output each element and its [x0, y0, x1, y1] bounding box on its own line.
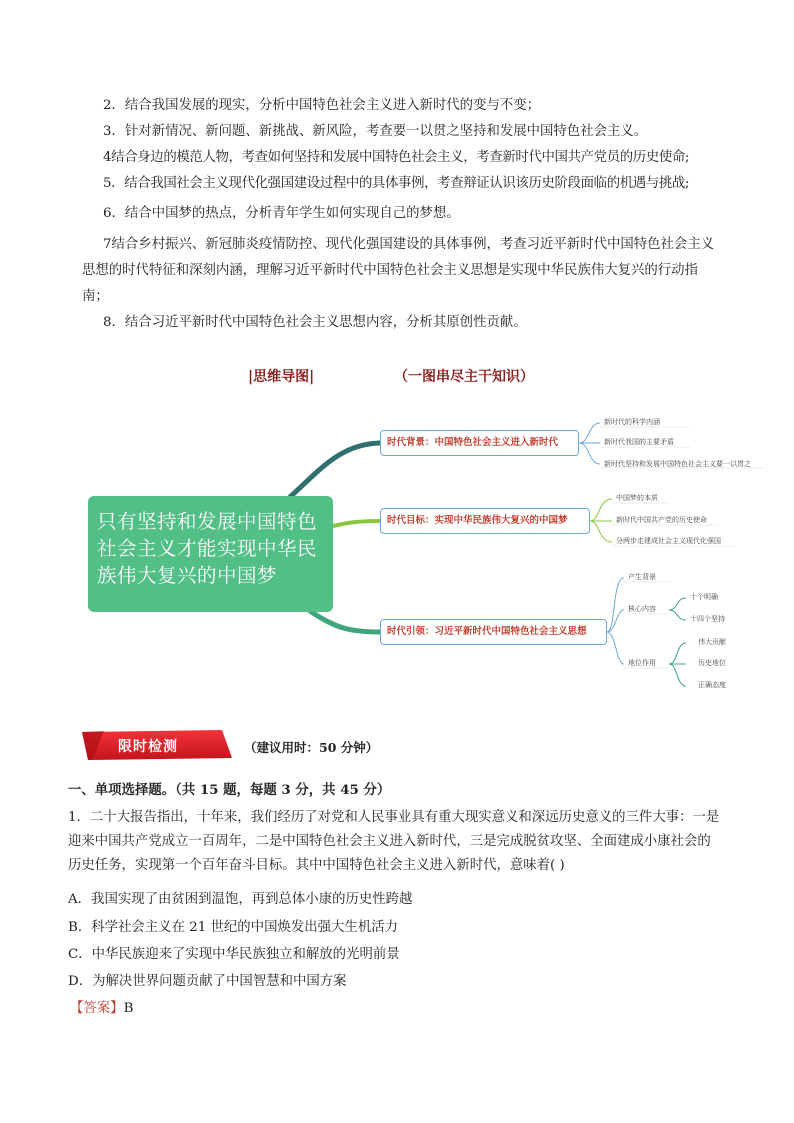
- answer: [70, 997, 133, 1016]
- mindmap-subleaf: 历史地位: [698, 659, 726, 667]
- option-a: A．我国实现了由贫困到温饱，再到总体小康的历史性跨越: [68, 892, 413, 907]
- mindmap-leaf: 产生背景: [628, 573, 656, 581]
- mindmap-subheading: （一图串尽主干知识）: [394, 369, 534, 385]
- section-heading: 一、单项选择题。（共 15 题，每题 3 分，共 45 分）: [68, 782, 391, 798]
- point-8: 8．结合习近平新时代中国特色社会主义思想内容，分析其原创性贡献。: [103, 315, 527, 330]
- point-2: 2．结合我国发展的现实，分析中国特色社会主义进入新时代的变与不变；: [103, 98, 541, 113]
- mindmap-leaf: 新时代坚持和发展中国特色社会主义要一以贯之: [604, 460, 751, 468]
- point-4: 4结合身边的模范人物，考查如何坚持和发展中国特色社会主义，考查新时代中国共产党员的历史使命;: [103, 150, 690, 165]
- mindmap-leaf: 地位作用: [628, 659, 656, 667]
- mindmap-leaf: 中国梦的本质: [616, 494, 658, 502]
- mindmap-subleaf: 十个明确: [690, 593, 718, 601]
- mindmap-leaf: 新时代的科学内涵: [604, 418, 660, 426]
- mindmap-subleaf: 十四个坚持: [690, 615, 725, 623]
- mindmap-leaf: 新时代我国的主要矛盾: [604, 438, 674, 446]
- mindmap-branch-background: 时代背景：中国特色社会主义进入新时代: [380, 430, 579, 456]
- mindmap-subleaf: 正确态度: [698, 681, 726, 689]
- mindmap-branch-guidance: 时代引领：习近平新时代中国特色社会主义思想: [380, 619, 607, 645]
- question-1: 1．二十大报告指出，十年来，我们经历了对党和人民事业具有重大现实意义和深远历史意义的三件大事：一是迎来中国共产党成立一百周年，二是中国特色社会主义进入新时代，三是完成脱贫攻坚、全面建成小康社会的历史任务，实现第一个百年奋斗目标。其中中国特色社会主义进入新时代，意味着( ): [68, 810, 720, 873]
- option-b: B．科学社会主义在 21 世纪的中国焕发出强大生机活力: [68, 920, 398, 935]
- point-6: 6．结合中国梦的热点，分析青年学生如何实现自己的梦想。: [103, 206, 460, 221]
- mindmap-leaf: 分两步走建成社会主义现代化强国: [616, 537, 721, 545]
- mindmap-subleaf: 伟大贡献: [698, 638, 726, 646]
- point-5: 5．结合我国社会主义现代化强国建设过程中的具体事例，考查辩证认识该历史阶段面临的机遇与挑战;: [103, 176, 690, 191]
- mindmap-leaf: 新时代中国共产党的历史使命: [616, 516, 707, 524]
- mindmap-branch-goal: 时代目标：实现中华民族伟大复兴的中国梦: [380, 508, 590, 534]
- point-7: 7结合乡村振兴、新冠肺炎疫情防控、现代化强国建设的具体事例，考查习近平新时代中国特色社会主义思想的时代特征和深刻内涵，理解习近平新时代中国特色社会主义思想是实现中华民族伟大复兴的行动指南；: [82, 237, 715, 304]
- answer-value: B: [123, 1001, 134, 1016]
- suggested-time: （建议用时：50 分钟）: [244, 740, 379, 755]
- mindmap-central-node: 只有坚持和发展中国特色社会主义才能实现中华民族伟大复兴的中国梦: [88, 496, 333, 612]
- mindmap-heading: |思维导图|: [248, 369, 315, 385]
- mindmap-leaf: 核心内容: [628, 605, 656, 613]
- test-banner-label: 限时检测: [118, 739, 178, 755]
- option-d: D．为解决世界问题贡献了中国智慧和中国方案: [68, 974, 347, 989]
- point-3: 3．针对新情况、新问题、新挑战、新风险，考查要一以贯之坚持和发展中国特色社会主义。: [103, 124, 648, 139]
- answer-label: 【答案】: [70, 1001, 124, 1016]
- option-c: C．中华民族迎来了实现中华民族独立和解放的光明前景: [68, 947, 400, 962]
